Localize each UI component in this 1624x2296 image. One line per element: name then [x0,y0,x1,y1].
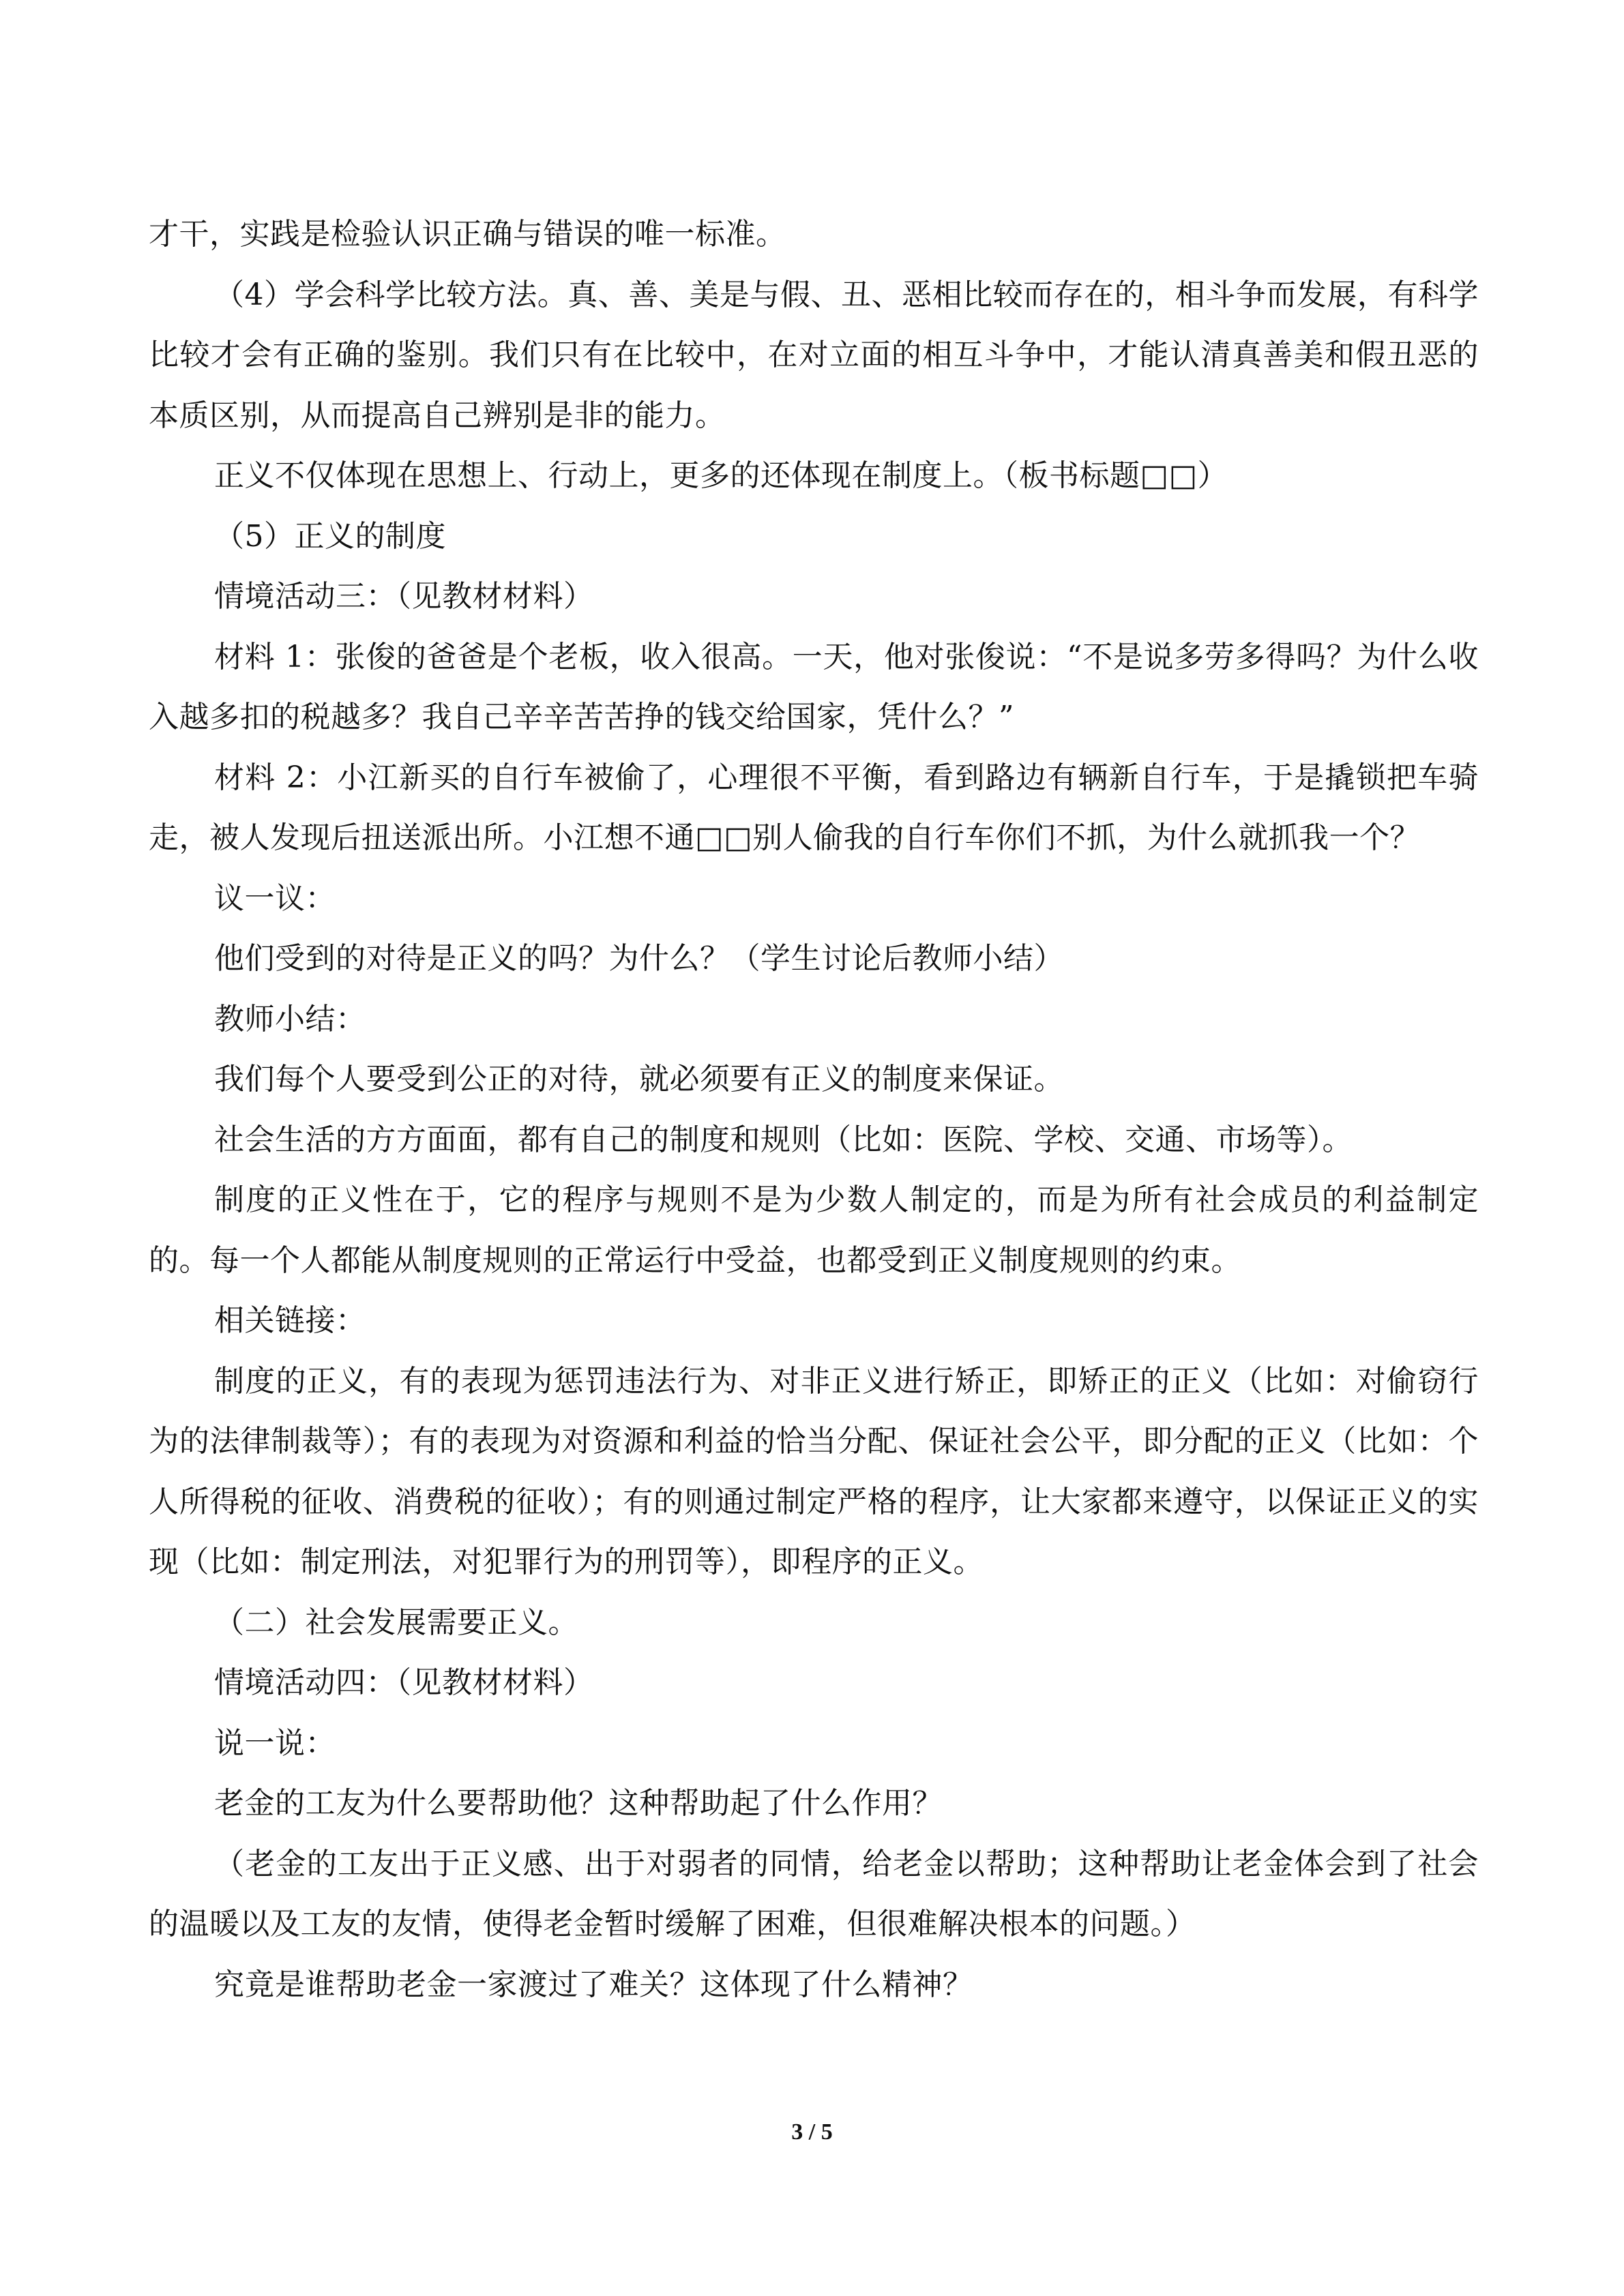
related-links-label: 相关链接： [214,1303,366,1338]
activity-three-label: 情境活动三：（见教材材料） [214,579,594,614]
paragraph-justice-in-institutions: 正义不仅体现在思想上、行动上，更多的还体现在制度上。（板书标题□□） [214,458,1228,493]
discuss-label: 议一议： [214,880,336,916]
related-links-text: 制度的正义，有的表现为惩罚违法行为、对非正义进行矫正，即矫正的正义（比如：对偷窃行为的法律制裁等）；有的表现为对资源和利益的恰当分配、保证社会公平，即分配的正义（比如：个人所得税的征收、消费税的征收）；有的则通过制定严格的程序，让大家都来遵守，以保证正义的实现（比如：制定刑法，对犯罪行为的刑罚等），即程序的正义。 [149,1363,1479,1579]
page-number: 3 / 5 [791,2119,833,2145]
document-body [149,205,1479,2015]
social-life-rules: 社会生活的方方面面，都有自己的制度和规则（比如：医院、学校、交通、市场等）。 [214,1122,1353,1157]
material-one: 材料 1：张俊的爸爸是个老板，收入很高。一天，他对张俊说：“不是说多劳多得吗？为什么收入越多扣的税越多？我自己辛辛苦苦挣的钱交给国家，凭什么？” [149,639,1479,734]
justice-of-institutions: 制度的正义性在于，它的程序与规则不是为少数人制定的，而是为所有社会成员的利益制定的。每一个人都能从制度规则的正常运行中受益，也都受到正义制度规则的约束。 [149,1182,1479,1278]
activity-four-label: 情境活动四：（见教材材料） [214,1665,594,1700]
question-coworkers: 老金的工友为什么要帮助他？这种帮助起了什么作用？ [214,1786,943,1821]
teacher-summary-label: 教师小结： [214,1001,366,1037]
paragraph-scientific-comparison: （4）学会科学比较方法。真、善、美是与假、丑、恶相比较而存在的，相斗争而发展，有科学比较才会有正确的鉴别。我们只有在比较中，在对立面的相互斗争中，才能认清真善美和假丑恶的本质区别，从而提高自己辨别是非的能力。 [149,277,1479,433]
answer-coworkers: （老金的工友出于正义感、出于对弱者的同情，给老金以帮助；这种帮助让老金体会到了社会的温暖以及工友的友情，使得老金暂时缓解了困难，但很难解决根本的问题。） [149,1846,1479,1941]
section-two-heading: （二）社会发展需要正义。 [214,1605,578,1640]
heading-just-institutions: （5）正义的制度 [214,518,446,554]
say-label: 说一说： [214,1725,336,1761]
teacher-summary-text: 我们每个人要受到公正的对待，就必须要有正义的制度来保证。 [214,1062,1064,1097]
material-two: 材料 2：小江新买的自行车被偷了，心理很不平衡，看到路边有辆新自行车，于是撬锁把车骑走，被人发现后扭送派出所。小江想不通□□别人偷我的自行车你们不抓，为什么就抓我一个？ [149,760,1479,855]
discuss-question: 他们受到的对待是正义的吗？为什么？（学生讨论后教师小结） [214,941,1064,976]
question-who-helped: 究竟是谁帮助老金一家渡过了难关？这体现了什么精神？ [214,1967,973,2002]
paragraph-continuation: 才干，实践是检验认识正确与错误的唯一标准。 [149,217,786,252]
